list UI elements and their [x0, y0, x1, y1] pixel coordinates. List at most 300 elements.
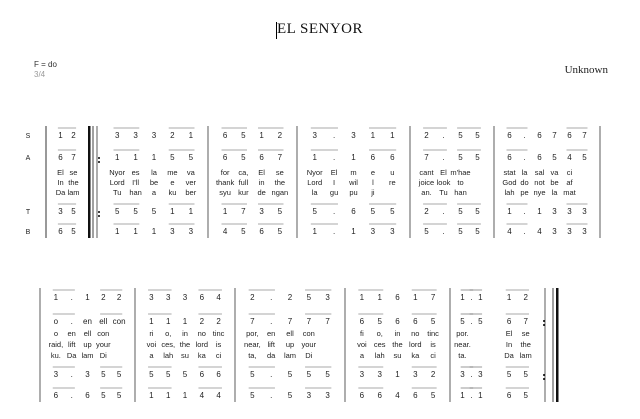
note-t: . — [523, 207, 526, 216]
note-b: 3 — [170, 227, 175, 236]
repeat-dot — [98, 157, 100, 159]
lyric-syllable: tinc — [427, 329, 439, 338]
note-a: 6 — [222, 153, 228, 162]
repeat-dot — [543, 324, 545, 326]
note-a: 1 — [149, 317, 154, 326]
note-t: 5 — [523, 370, 528, 379]
note-b: 3 — [567, 227, 572, 236]
note-t: 5 — [390, 207, 395, 216]
note-b: . — [470, 391, 473, 400]
note-t: 1 — [222, 207, 228, 216]
note-t: 1 — [395, 370, 400, 379]
note-a: 2 — [199, 317, 205, 326]
note-a: 4 — [567, 153, 572, 162]
note-b: 1 — [460, 391, 465, 400]
lyric-syllable: in — [258, 178, 265, 187]
lyric-syllable: your — [96, 340, 111, 349]
repeat-end-bar — [556, 288, 559, 402]
note-s: 2 — [277, 131, 283, 140]
lyric-syllable: fi — [360, 329, 364, 338]
note-b: . — [523, 227, 526, 236]
note-b: 1 — [312, 227, 317, 236]
lyric-syllable: ngan — [271, 188, 289, 197]
note-t: 5 — [151, 207, 157, 216]
note-t: 5 — [182, 370, 188, 379]
note-a: 7 — [523, 317, 528, 326]
lyric-syllable: me — [167, 168, 178, 177]
note-a: 5 — [170, 153, 175, 162]
note-b: 1 — [182, 391, 188, 400]
lyric-syllable: Di — [99, 351, 107, 360]
lyric-syllable: an. — [421, 188, 432, 197]
lyric-syllable: voi — [146, 340, 157, 349]
note-t: 3 — [259, 207, 264, 216]
note-s: 3 — [133, 131, 138, 140]
lyric-syllable: han — [454, 188, 467, 197]
note-a: 6 — [395, 317, 400, 326]
lyric-syllable: lam — [519, 351, 532, 360]
repeat-dot — [543, 378, 545, 380]
note-s: 6 — [199, 293, 205, 302]
lyric-syllable: ri — [149, 329, 154, 338]
note-s: 1 — [460, 293, 465, 302]
note-b: 1 — [133, 227, 138, 236]
note-t: 6 — [199, 370, 205, 379]
lyric-syllable: El — [57, 168, 64, 177]
note-b: 6 — [259, 227, 264, 236]
note-t: 5 — [506, 370, 512, 379]
note-s: 2 — [424, 131, 429, 140]
composer: Unknown — [564, 64, 608, 76]
lyric-syllable: I'll — [132, 178, 140, 187]
lyric-syllable: e — [370, 168, 375, 177]
note-b: 5 — [287, 391, 293, 400]
note-t: 6 — [351, 207, 356, 216]
lyric-syllable: es — [131, 168, 140, 177]
lyric-syllable: tinc — [212, 329, 225, 338]
note-a: 1 — [312, 153, 317, 162]
lyric-syllable: wil — [349, 178, 358, 187]
note-s: 2 — [523, 293, 528, 302]
note-t: 5 — [250, 370, 255, 379]
note-b: . — [332, 227, 336, 236]
lyric-syllable: pu — [349, 188, 358, 197]
note-a: 7 — [306, 317, 312, 326]
lyric-syllable: in — [182, 329, 188, 338]
note-b: 1 — [149, 391, 154, 400]
note-b: 5 — [116, 391, 122, 400]
lyric-syllable: su — [393, 351, 402, 360]
note-b: . — [70, 391, 73, 400]
lyric-syllable: near, — [244, 340, 261, 349]
lyric-syllable: ell — [286, 329, 294, 338]
note-a: 1 — [151, 153, 157, 162]
note-s: 7 — [430, 293, 436, 302]
lyric-syllable: lah — [504, 188, 515, 197]
note-t: 1 — [507, 207, 512, 216]
lyric-syllable: joice — [418, 178, 435, 187]
lyric-syllable: a — [151, 188, 157, 197]
note-t: 3 — [582, 207, 587, 216]
lyric-syllable: en — [267, 329, 276, 338]
note-s: 5 — [306, 293, 312, 302]
note-a: con — [112, 317, 126, 326]
lyric-syllable: su — [181, 351, 189, 360]
note-s: 1 — [370, 131, 376, 140]
note-a: 6 — [58, 153, 63, 162]
lyric-syllable: to — [457, 178, 464, 187]
note-a: . — [523, 153, 526, 162]
lyric-syllable: Di — [305, 351, 313, 360]
note-s: . — [332, 131, 336, 140]
lyric-syllable: Lord — [109, 178, 125, 187]
note-t: 5 — [458, 207, 463, 216]
note-t: 5 — [114, 207, 120, 216]
note-s: 5 — [458, 131, 463, 140]
note-a: 7 — [325, 317, 330, 326]
lyric-syllable: Lord — [307, 178, 323, 187]
note-t: 2 — [424, 207, 429, 216]
note-a: 1 — [133, 153, 138, 162]
lyric-syllable: I — [333, 178, 336, 187]
lyric-syllable: lam — [67, 188, 80, 197]
note-s: 6 — [537, 131, 542, 140]
note-s: 2 — [101, 293, 106, 302]
note-b: 1 — [478, 391, 483, 400]
note-b: 5 — [71, 227, 76, 236]
lyric-syllable: ka — [197, 351, 206, 360]
note-b: 6 — [506, 391, 512, 400]
lyric-syllable: ci — [430, 351, 436, 360]
lyric-syllable: ell — [83, 329, 92, 338]
note-b: 4 — [222, 227, 228, 236]
note-b: 6 — [53, 391, 59, 400]
lyric-syllable: Da — [504, 351, 514, 360]
note-b: 5 — [458, 227, 463, 236]
voice-label-s: S — [25, 133, 31, 140]
note-a: 6 — [259, 153, 264, 162]
note-b: 3 — [325, 391, 330, 400]
note-t: 3 — [567, 207, 572, 216]
note-a: . — [470, 317, 473, 326]
note-a: 5 — [458, 153, 463, 162]
repeat-start-bar — [88, 126, 91, 238]
lyric-syllable: lift — [67, 340, 76, 349]
note-a: en — [83, 317, 92, 326]
note-a: 6 — [370, 153, 376, 162]
lyric-syllable: not — [534, 178, 545, 187]
lyric-syllable: Tu — [439, 188, 448, 197]
note-s: 2 — [170, 131, 175, 140]
lyric-syllable: u — [390, 168, 395, 177]
note-t: . — [470, 370, 473, 379]
note-a: ell — [99, 317, 108, 326]
lyric-syllable: la — [551, 188, 558, 197]
note-s: 7 — [552, 131, 557, 140]
lyric-syllable: voi — [357, 340, 367, 349]
note-t: . — [70, 370, 73, 379]
note-t: 5 — [133, 207, 138, 216]
lyric-syllable: pe — [520, 188, 529, 197]
lyric-syllable: e — [170, 178, 175, 187]
note-b: 5 — [475, 227, 480, 236]
lyric-syllable: la — [521, 168, 528, 177]
repeat-dot — [98, 161, 100, 163]
note-b: 3 — [370, 227, 376, 236]
lyric-syllable: l — [372, 178, 374, 187]
note-a: 2 — [216, 317, 221, 326]
note-a: 5 — [478, 317, 483, 326]
lyric-syllable: a — [359, 351, 364, 360]
note-t: 6 — [216, 370, 221, 379]
lyric-syllable: se — [69, 168, 78, 177]
lyric-syllable: El — [440, 168, 447, 177]
note-s: 6 — [567, 131, 572, 140]
lyric-syllable: near. — [454, 340, 471, 349]
note-a: 7 — [287, 317, 293, 326]
lyric-syllable: con — [97, 329, 110, 338]
note-a: 6 — [506, 317, 512, 326]
note-s: 2 — [287, 293, 293, 302]
repeat-dot — [543, 320, 545, 322]
lyric-syllable: your — [301, 340, 317, 349]
lyric-syllable: syu — [219, 188, 231, 197]
note-b: 6 — [58, 227, 63, 236]
lyric-syllable: o — [53, 329, 58, 338]
note-b: 1 — [114, 227, 120, 236]
note-b: 3 — [552, 227, 557, 236]
lyric-syllable: por. — [456, 329, 469, 338]
lyric-syllable: no — [197, 329, 206, 338]
lyric-syllable: va — [186, 168, 195, 177]
note-t: 5 — [101, 370, 106, 379]
note-a: 5 — [582, 153, 587, 162]
lyric-syllable: nye — [533, 188, 546, 197]
lyric-syllable: the — [274, 178, 286, 187]
note-t: . — [332, 207, 336, 216]
note-b: 5 — [424, 227, 429, 236]
note-b: 4 — [507, 227, 512, 236]
lyric-syllable: af — [566, 178, 573, 187]
lyric-syllable: mat — [563, 188, 576, 197]
note-b: 5 — [523, 391, 528, 400]
note-a: 7 — [71, 153, 76, 162]
note-b: 6 — [413, 391, 418, 400]
note-a: 5 — [430, 317, 436, 326]
lyric-syllable: m'hae — [450, 168, 471, 177]
lyric-syllable: ka — [411, 351, 420, 360]
lyric-syllable: la — [151, 168, 157, 177]
lyric-syllable: re — [388, 178, 396, 187]
note-b: 3 — [390, 227, 395, 236]
note-s: 5 — [241, 131, 246, 140]
note-t: 5 — [165, 370, 171, 379]
lyric-syllable: o, — [165, 329, 172, 338]
note-t: 5 — [287, 370, 293, 379]
lyric-syllable: ci — [566, 168, 573, 177]
note-t: 5 — [475, 207, 480, 216]
lyric-syllable: a — [149, 351, 154, 360]
note-b: 6 — [85, 391, 90, 400]
note-a: 1 — [165, 317, 171, 326]
note-t: 5 — [325, 370, 330, 379]
lyric-syllable: en — [67, 329, 76, 338]
lyric-syllable: ta. — [458, 351, 467, 360]
note-t: 5 — [370, 207, 376, 216]
lyric-syllable: the — [520, 340, 531, 349]
note-b: 1 — [151, 227, 157, 236]
song-title: EL SENYOR — [276, 21, 364, 37]
note-a: 6 — [359, 317, 365, 326]
note-a: 5 — [460, 317, 465, 326]
lyric-syllable: for — [220, 168, 230, 177]
time-signature: 3/4 — [34, 70, 46, 79]
note-s: 1 — [390, 131, 395, 140]
note-b: 6 — [377, 391, 382, 400]
note-s: 6 — [395, 293, 400, 302]
note-a: 5 — [188, 153, 194, 162]
lyric-syllable: no — [411, 329, 420, 338]
lyric-syllable: con — [302, 329, 315, 338]
lyric-syllable: Tu — [112, 188, 122, 197]
lyric-syllable: cant — [419, 168, 434, 177]
lyric-syllable: ver — [185, 178, 197, 187]
note-s: 3 — [351, 131, 356, 140]
note-s: . — [470, 293, 473, 302]
note-b: 4 — [199, 391, 205, 400]
note-s: . — [442, 131, 445, 140]
lyric-syllable: the — [68, 178, 79, 187]
note-t: . — [270, 370, 273, 379]
note-a: 6 — [390, 153, 395, 162]
note-a: . — [70, 317, 73, 326]
lyric-syllable: do — [520, 178, 529, 187]
lyric-syllable: in — [394, 329, 401, 338]
lyric-syllable: ci — [215, 351, 222, 360]
voice-label-b: B — [25, 229, 31, 236]
lyric-syllable: In — [505, 340, 513, 349]
note-b: 3 — [188, 227, 194, 236]
note-s: 3 — [151, 131, 157, 140]
note-a: 5 — [552, 153, 557, 162]
note-a: 1 — [114, 153, 120, 162]
lyric-syllable: ji — [371, 188, 375, 197]
lyric-syllable: lah — [163, 351, 174, 360]
note-b: 3 — [582, 227, 587, 236]
lyric-syllable: up — [285, 340, 295, 349]
note-t: 5 — [149, 370, 154, 379]
note-a: . — [270, 317, 273, 326]
lyric-syllable: ku — [168, 188, 177, 197]
note-b: 5 — [101, 391, 106, 400]
lyric-syllable: up — [83, 340, 92, 349]
lyric-syllable: se — [275, 168, 284, 177]
note-s: 1 — [58, 131, 63, 140]
lyric-syllable: In — [57, 178, 64, 187]
lyric-syllable: is — [215, 340, 222, 349]
note-t: 1 — [188, 207, 194, 216]
note-t: 3 — [413, 370, 418, 379]
lyric-syllable: la — [311, 188, 318, 197]
note-t: 3 — [359, 370, 365, 379]
lyric-syllable: lift — [267, 340, 275, 349]
note-t: 3 — [552, 207, 557, 216]
note-s: 1 — [377, 293, 382, 302]
note-s: 1 — [259, 131, 264, 140]
note-s: . — [270, 293, 273, 302]
note-s: 1 — [359, 293, 365, 302]
note-s: 3 — [182, 293, 188, 302]
lyric-syllable: El — [258, 168, 265, 177]
lyric-syllable: be — [550, 178, 559, 187]
note-a: . — [442, 153, 445, 162]
repeat-dot — [98, 215, 100, 217]
note-a: 7 — [424, 153, 429, 162]
note-b: . — [270, 391, 273, 400]
note-s: 4 — [216, 293, 221, 302]
note-t: 5 — [312, 207, 317, 216]
lyric-syllable: kur — [238, 188, 249, 197]
note-a: 7 — [277, 153, 283, 162]
lyric-syllable: Nyor — [109, 168, 126, 177]
note-b: 4 — [537, 227, 542, 236]
note-b: 5 — [277, 227, 283, 236]
note-s: 1 — [188, 131, 194, 140]
lyric-syllable: full — [238, 178, 249, 187]
note-a: 6 — [507, 153, 512, 162]
note-a: 7 — [250, 317, 255, 326]
lyric-syllable: lord — [195, 340, 209, 349]
note-t: 5 — [116, 370, 122, 379]
lyric-syllable: lam — [81, 351, 94, 360]
note-b: 5 — [241, 227, 246, 236]
repeat-dot — [543, 374, 545, 376]
note-b: 4 — [395, 391, 400, 400]
note-s: 2 — [71, 131, 76, 140]
lyric-syllable: the — [179, 340, 191, 349]
note-t: 1 — [170, 207, 175, 216]
note-s: 3 — [165, 293, 171, 302]
lyric-syllable: ces, — [161, 340, 176, 349]
note-a: 1 — [351, 153, 356, 162]
note-s: 3 — [149, 293, 154, 302]
lyric-syllable: por, — [246, 329, 259, 338]
lyric-syllable: Da — [66, 351, 77, 360]
note-t: 3 — [377, 370, 382, 379]
note-s: 2 — [250, 293, 255, 302]
note-b: . — [442, 227, 445, 236]
lyric-syllable: El — [505, 329, 513, 338]
note-t: . — [442, 207, 445, 216]
lyric-syllable: Nyor — [306, 168, 323, 177]
lyric-syllable: han — [129, 188, 142, 197]
note-s: 1 — [413, 293, 418, 302]
repeat-dot — [98, 211, 100, 213]
lyric-syllable: de — [257, 188, 266, 197]
lyric-syllable: ces — [373, 340, 386, 349]
note-b: 3 — [306, 391, 312, 400]
lyric-syllable: raid, — [48, 340, 64, 349]
voice-label-a: A — [25, 155, 31, 162]
lyric-syllable: Da — [55, 188, 66, 197]
lyric-syllable: look — [436, 178, 451, 187]
lyric-syllable: ku. — [50, 351, 61, 360]
note-s: 7 — [582, 131, 587, 140]
lyric-syllable: ta, — [248, 351, 257, 360]
note-s: 1 — [85, 293, 90, 302]
lyric-syllable: se — [521, 329, 530, 338]
note-t: 3 — [460, 370, 465, 379]
